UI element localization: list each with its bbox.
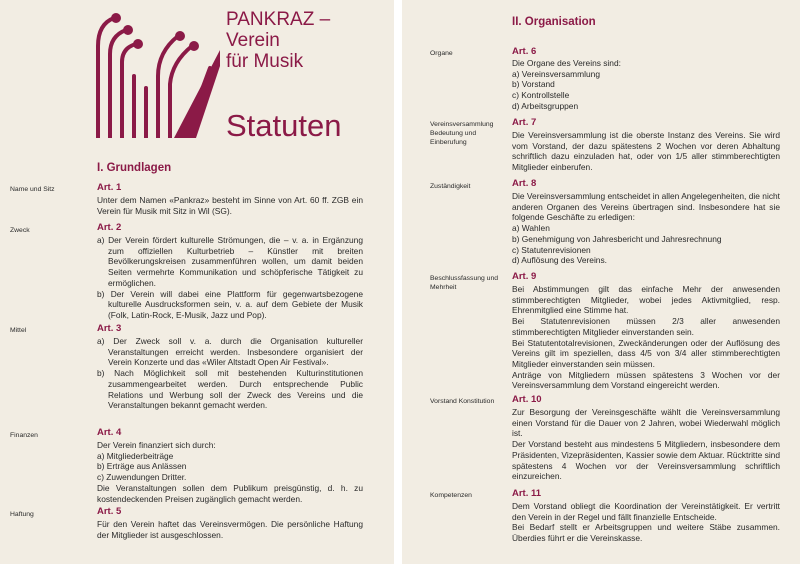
list-item: a) Wahlen: [512, 223, 550, 234]
side-label: Zuständigkeit: [430, 183, 471, 190]
article-text: Der Vorstand besteht aus mindestens 5 Mitgliedern, insbesondere dem Präsidenten, Vizepräsidenten, Kassier sowie dem Aktuar. Rücktritte sind spätestens 4 Wochen vor der Vereinsversammlung schriftlich einzureichen.: [512, 439, 780, 482]
article-body: [97, 519, 363, 540]
article-number: Art. 9: [512, 271, 537, 282]
article-body: [97, 195, 363, 216]
left-page: [0, 0, 394, 564]
article-text: Für den Verein haftet das Vereinsvermögen. Die persönliche Haftung der Mitglieder ist ausgeschlossen.: [97, 519, 363, 540]
list-item: b) Vorstand: [512, 79, 555, 90]
article-number: Art. 3: [97, 323, 122, 334]
article-text: Bei Abstimmungen gilt das einfache Mehr der anwesenden stimmberechtigten Mitglieder, wobei jedes Aktivmitglied, resp. Ehrenmitglied eine Stimme hat.: [512, 284, 780, 316]
side-label: Beschlussfassung und Mehrheit: [430, 275, 499, 291]
article-number: Art. 2: [97, 222, 122, 233]
side-label: Mittel: [10, 327, 27, 334]
article-number: Art. 6: [512, 46, 537, 57]
article-text: Die Organe des Vereins sind:: [512, 58, 621, 68]
article-number: Art. 10: [512, 394, 542, 405]
list-item: a) Mitgliederbeiträge: [97, 450, 174, 461]
article-body: [512, 501, 780, 544]
article-number: Art. 4: [97, 427, 122, 438]
list-item: a) Der Zweck soll v. a. durch die Organisation kultureller Veranstaltungen erreicht werden. Insbesondere organisiert der Verein Konzerte und das «Wiler Altstadt Open Air Festival».: [97, 336, 363, 368]
article-body: [512, 58, 780, 112]
article-number: Art. 8: [512, 178, 537, 189]
article-body: [97, 336, 363, 411]
article-body: [512, 191, 780, 266]
article-text: Die Vereinsversammlung entscheidet in allen Angelegenheiten, die nicht anderen Organen des Vereins übertragen sind. Insbesondere hat sie folgende Geschäfte zu erledigen:: [512, 191, 780, 223]
side-label: Haftung: [10, 511, 34, 518]
side-label: Vorstand Konstitution: [430, 398, 495, 405]
article-text: Zur Besorgung der Vereinsgeschäfte wählt die Vereinsversammlung einen Vorstand für die Dauer von 2 Jahren, wobei Wiederwahl möglich ist.: [512, 407, 780, 439]
article-body: [512, 130, 780, 173]
article-number: Art. 1: [97, 182, 122, 193]
article-body: [512, 284, 780, 391]
list-item: a) Der Verein fördert kulturelle Strömungen, die – v. a. in Ergänzung zum offiziellen Kulturbetrieb – Künstler mit breiten Bevölkerungskreisen zusammenführen wollen, um damit beiden Seiten vermehrte Kommunikation und schöpferische Tätigkeit zu ermöglichen.: [97, 235, 363, 288]
list-item: c) Kontrollstelle: [512, 90, 570, 101]
side-label: Kompetenzen: [430, 492, 472, 499]
side-label: Vereinsversammlung Bedeutung und Einberufung: [430, 121, 494, 146]
article-body: [97, 235, 363, 321]
article-text: Anträge von Mitgliedern müssen spätestens 3 Wochen vor der Vereinsversammlung dem Vorstand eingereicht werden.: [512, 369, 780, 391]
header-title-line3: für Musik: [226, 51, 304, 72]
list-item: c) Zuwendungen Dritter.: [97, 472, 187, 483]
article-body: [512, 407, 780, 482]
list-item: b) Genehmigung von Jahresbericht und Jahresrechnung: [512, 233, 722, 244]
article-number: Art. 7: [512, 117, 537, 128]
list-item: b) Erträge aus Anlässen: [97, 461, 187, 472]
article-number: Art. 5: [97, 506, 122, 517]
list-item: c) Statutenrevisionen: [512, 244, 591, 255]
header-title-line1: PANKRAZ –: [226, 9, 331, 30]
pankraz-logo: [92, 6, 220, 138]
header-title-line2: Verein: [226, 30, 280, 51]
side-label: Organe: [430, 50, 453, 57]
list-item: d) Arbeitsgruppen: [512, 100, 579, 111]
list-item: b) Nach Möglichkeit soll mit bestehenden Kulturinstitutionen zusammengearbeitet werden. Durch entsprechende Public Relations und Werbung soll der Zweck des Vereins und die Veranstaltungen bekannt gemacht werden.: [97, 368, 363, 411]
article-number: Art. 11: [512, 488, 542, 499]
article-body: [97, 440, 363, 504]
right-page: [402, 0, 800, 564]
list-item: a) Vereinsversammlung: [512, 68, 600, 79]
article-text: Unter dem Namen «Pankraz» besteht im Sinne von Art. 60 ff. ZGB ein Verein für Musik mit Sitz in Wil (SG).: [97, 195, 363, 216]
section-title: II. Organisation: [512, 16, 596, 28]
article-text: Die Veranstaltungen sollen dem Publikum preisgünstig, d. h. zu kostendeckenden Preisen zugänglich gemacht werden.: [97, 482, 363, 504]
article-text: Bei Statutenrevisionen müssen 2/3 aller anwesenden stimmberechtigten Mitglieder einverstanden sein.: [512, 316, 780, 337]
side-label: Name und Sitz: [10, 186, 55, 193]
article-text: Bei Bedarf stellt er Arbeitsgruppen und weitere Stäbe zusammen. Überdies führt er die Vereinskasse.: [512, 522, 780, 544]
side-label: Finanzen: [10, 432, 38, 439]
document-title: Statuten: [226, 108, 342, 143]
section-title: I. Grundlagen: [97, 162, 172, 174]
article-text: Die Vereinsversammlung ist die oberste Instanz des Vereins. Sie wird vom Vorstand, der dazu spätestens 2 Wochen vor deren Abhaltung schriftlich dazu einzuladen hat, oder von 1/5 aller stimmberechtigten Mitglieder einberufen.: [512, 130, 780, 173]
list-item: b) Der Verein will dabei eine Plattform für gegenwartsbezogene kulturelle Ausdrucksformen sein, v. a. auf dem Gebiete der Musik (Folk, Latin-Rock, E-Musik, Jazz und Pop).: [97, 288, 363, 320]
side-label: Zweck: [10, 227, 30, 234]
article-text: Der Verein finanziert sich durch:: [97, 440, 216, 450]
list-item: d) Auflösung des Vereins.: [512, 255, 607, 266]
article-text: Bei Statutentotalrevisionen, Zweckänderungen oder der Auflösung des Vereins gilt im speziellen, dass 4/5 von 3/4 aller stimmberechtigten Mitglieder einverstanden sein müssen.: [512, 337, 780, 369]
article-text: Dem Vorstand obliegt die Koordination der Vereinstätigkeit. Er vertritt den Verein in der Regel und fällt finanzielle Entscheide.: [512, 501, 780, 522]
